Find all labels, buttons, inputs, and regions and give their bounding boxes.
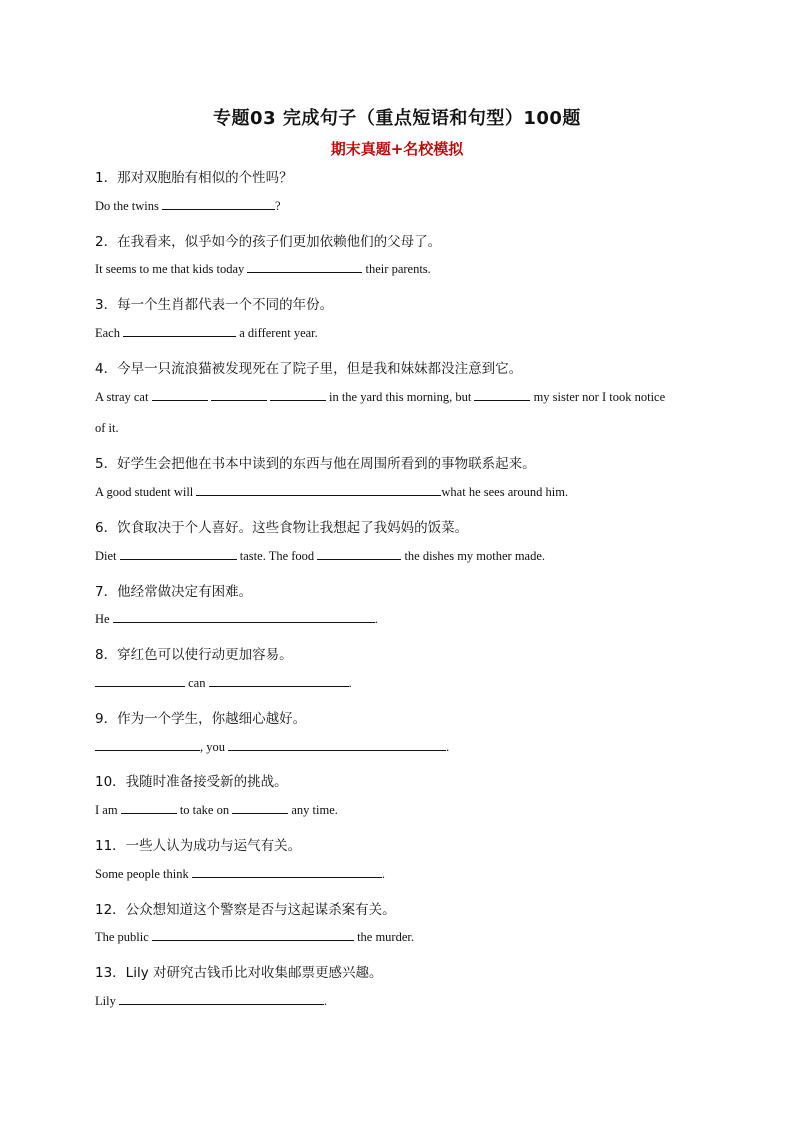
question-3-prompt: 3．每一个生肖都代表一个不同的年份。 bbox=[95, 297, 334, 313]
answer-blank[interactable] bbox=[123, 326, 236, 337]
question-5-text-b: what he sees around him. bbox=[441, 485, 569, 499]
question-6-prompt: 6．饮食取决于个人喜好。这些食物让我想起了我妈妈的饭菜。 bbox=[95, 520, 469, 536]
question-4-prompt: 4．今早一只流浪猫被发现死在了院子里，但是我和妹妹都没注意到它。 bbox=[95, 361, 523, 377]
question-1-answer-line bbox=[95, 199, 281, 214]
question-11-text-b: . bbox=[381, 867, 385, 881]
answer-blank[interactable] bbox=[113, 612, 375, 623]
question-7-answer-line bbox=[95, 612, 378, 627]
question-1-prompt: 1．那对双胞胎有相似的个性吗？ bbox=[95, 170, 293, 186]
answer-blank[interactable] bbox=[196, 485, 441, 496]
answer-blank[interactable] bbox=[121, 803, 177, 814]
question-7-text-a: He bbox=[95, 612, 113, 626]
question-2-text-a: It seems to me that kids today bbox=[95, 262, 248, 276]
question-9-answer-line bbox=[95, 740, 449, 755]
question-1-text-a: Do the twins bbox=[95, 199, 163, 213]
question-4-text-c: my sister nor I took notice bbox=[530, 390, 666, 404]
answer-blank[interactable] bbox=[95, 676, 185, 687]
page-title: 专题03 完成句子（重点短语和句型）100题 bbox=[213, 108, 581, 129]
question-10-text-b: to take on bbox=[176, 803, 233, 817]
question-5-prompt: 5．好学生会把他在书本中读到的东西与他在周围所看到的事物联系起来。 bbox=[95, 456, 536, 472]
question-2-prompt: 2．在我看来，似乎如今的孩子们更加依赖他们的父母了。 bbox=[95, 234, 442, 250]
question-13-text-a: Lily bbox=[95, 994, 119, 1008]
question-6-text-a: Diet bbox=[95, 549, 120, 563]
question-10-answer-line bbox=[95, 803, 338, 818]
question-9-prompt: 9．作为一个学生，你越细心越好。 bbox=[95, 711, 307, 727]
question-5-text-a: A good student will bbox=[95, 485, 197, 499]
question-4-answer-continuation: of it. bbox=[95, 421, 119, 435]
question-2-answer-line bbox=[95, 262, 431, 277]
page-subtitle: 期末真题+名校模拟 bbox=[330, 140, 464, 158]
answer-blank[interactable] bbox=[247, 262, 362, 273]
question-4-answer-line bbox=[95, 390, 665, 405]
question-3-answer-line bbox=[95, 326, 318, 341]
answer-blank[interactable] bbox=[192, 867, 382, 878]
question-2-text-b: their parents. bbox=[362, 262, 431, 276]
question-13-answer-line bbox=[95, 994, 327, 1009]
answer-blank[interactable] bbox=[270, 390, 326, 401]
answer-blank[interactable] bbox=[152, 390, 208, 401]
question-12-answer-line bbox=[95, 930, 414, 945]
question-6-answer-line bbox=[95, 549, 545, 564]
question-4-text-b: in the yard this morning, but bbox=[325, 390, 475, 404]
question-11-answer-line bbox=[95, 867, 385, 882]
answer-blank[interactable] bbox=[162, 199, 275, 210]
answer-blank[interactable] bbox=[120, 549, 237, 560]
question-4-text-a: A stray cat bbox=[95, 390, 152, 404]
question-9-text-b: , you bbox=[200, 740, 229, 754]
question-12-text-b: the murder. bbox=[353, 930, 414, 944]
answer-blank[interactable] bbox=[119, 994, 324, 1005]
answer-blank[interactable] bbox=[209, 676, 349, 687]
question-6-text-c: the dishes my mother made. bbox=[401, 549, 546, 563]
answer-blank[interactable] bbox=[228, 740, 446, 751]
question-5-answer-line bbox=[95, 485, 568, 500]
question-8-prompt: 8．穿红色可以使行动更加容易。 bbox=[95, 647, 293, 663]
question-13-prompt: 13．Lily 对研究古钱币比对收集邮票更感兴趣。 bbox=[95, 965, 383, 981]
answer-blank[interactable] bbox=[474, 390, 530, 401]
question-10-prompt: 10．我随时准备接受新的挑战。 bbox=[95, 774, 288, 790]
question-8-answer-line bbox=[95, 676, 352, 691]
question-3-text-b: a different year. bbox=[236, 326, 318, 340]
question-1-text-b: ? bbox=[275, 199, 281, 213]
question-13-text-b: . bbox=[323, 994, 328, 1008]
question-3-text-a: Each bbox=[95, 326, 124, 340]
answer-blank[interactable] bbox=[232, 803, 288, 814]
question-7-text-b: . bbox=[374, 612, 378, 626]
question-9-text-c: . bbox=[446, 740, 450, 754]
answer-blank[interactable] bbox=[152, 930, 354, 941]
question-8-text-b: can bbox=[185, 676, 209, 690]
question-8-text-c: . bbox=[348, 676, 352, 690]
question-10-text-a: I am bbox=[95, 803, 121, 817]
answer-blank[interactable] bbox=[317, 549, 401, 560]
question-12-prompt: 12．公众想知道这个警察是否与这起谋杀案有关。 bbox=[95, 902, 396, 918]
question-12-text-a: The public bbox=[95, 930, 152, 944]
answer-blank[interactable] bbox=[95, 740, 200, 751]
question-6-text-b: taste. The food bbox=[236, 549, 318, 563]
question-11-text-a: Some people think bbox=[95, 867, 192, 881]
question-7-prompt: 7．他经常做决定有困难。 bbox=[95, 584, 253, 600]
question-11-prompt: 11．一些人认为成功与运气有关。 bbox=[95, 838, 302, 854]
answer-blank[interactable] bbox=[211, 390, 267, 401]
question-10-text-c: any time. bbox=[288, 803, 338, 817]
